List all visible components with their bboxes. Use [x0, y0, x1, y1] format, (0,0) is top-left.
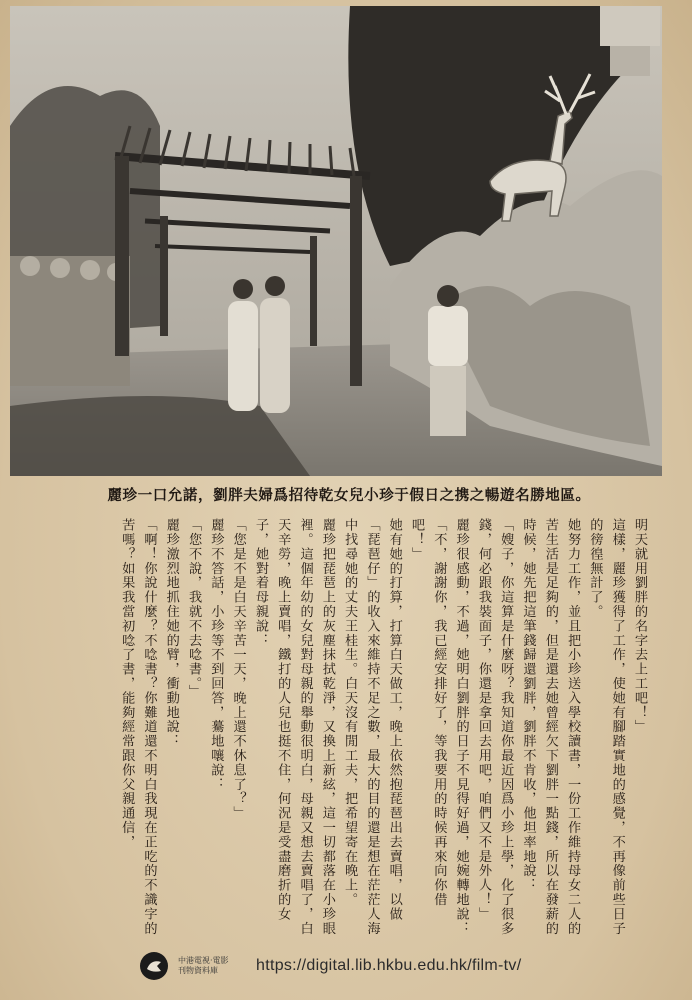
archive-name [178, 956, 246, 976]
paragraph: 麗珍很感動，不過，她明白劉胖的日子不見得好過，她婉轉地說： [453, 518, 469, 936]
paragraph: 麗珍激烈地抓住她的臂，衝動地說： [163, 518, 179, 749]
paragraph: 這樣，麗珍獲得了工作，使她有腳踏實地的感覺，不再像前些日子的徬徨無計了。 [587, 518, 625, 936]
archive-logo-icon [140, 952, 168, 980]
paragraph: 「不，謝謝你，我已經安排好了，等我要用的時候再來向你借吧！」 [409, 518, 447, 907]
paragraph: 「嫂子，你這算是什麼呀？我知道你最近因爲小珍上學，化了很多錢，何必跟我裝面子，你還是拿回去用吧，咱們又不是外人！」 [475, 518, 514, 936]
archive-name-line1: 中港電視·電影 [178, 956, 229, 965]
photo-illustration [10, 6, 662, 476]
article-body [40, 518, 650, 936]
paragraph: 她有她的打算，打算白天做工，晚上依然抱琵琶出去賣唱，以做「琵琶仔」的收入來維持不足之數，最大的目的還是想在茫茫人海中找尋她的丈夫王桂生。白天沒有閒工夫，把希望寄在晚上。 [342, 518, 402, 936]
paragraph: 麗珍不答話，小珍等不到回答，驀地嚷說： [208, 518, 224, 792]
paragraph: 「啊！你說什麼？不唸書？你難道還不明白我現在正吃的不識字的苦嗎？如果我當初唸了書，能夠經常跟你父親通信， [119, 518, 157, 936]
archive-url: https://digital.lib.hkbu.edu.hk/film-tv/ [256, 957, 522, 974]
paragraph: 「您是不是白天辛苦一天，晚上還不休息了？」 [230, 518, 246, 821]
paragraph: 明天就用劉胖的名字去上工吧！」 [632, 518, 647, 734]
archive-watermark [140, 948, 560, 984]
vertical-text-column [40, 518, 650, 936]
archive-name-line2: 刊物資料庫 [178, 966, 218, 975]
photo-caption: 麗珍一口允諾，劉胖夫婦爲招待乾女兒小珍于假日之携之暢遊名勝地區。 [107, 487, 591, 504]
paragraph: 麗珍把琵琶上的灰塵抹拭乾淨，又換上新絃，這一切都落在小珍眼裡。這個年幼的女兒對母親的舉動很明白，母親又想去賣唱了，白天辛勞，晚上賣唱，鐵打的人兒也挺不住，何況是受盡磨折的女子，她對着母親說： [252, 518, 335, 936]
paragraph: 「您不說，我就不去唸書。」 [186, 518, 202, 699]
paragraph: 她努力工作，並且把小珍送入學校讀書，一份工作維持母女二人的苦生活是足夠的，但是還去她曾經欠下劉胖一點錢，所以在發薪的時候，她先把這筆錢歸還劉胖，劉胖不肯收，他坦率地說： [520, 518, 581, 936]
photograph [10, 6, 662, 476]
